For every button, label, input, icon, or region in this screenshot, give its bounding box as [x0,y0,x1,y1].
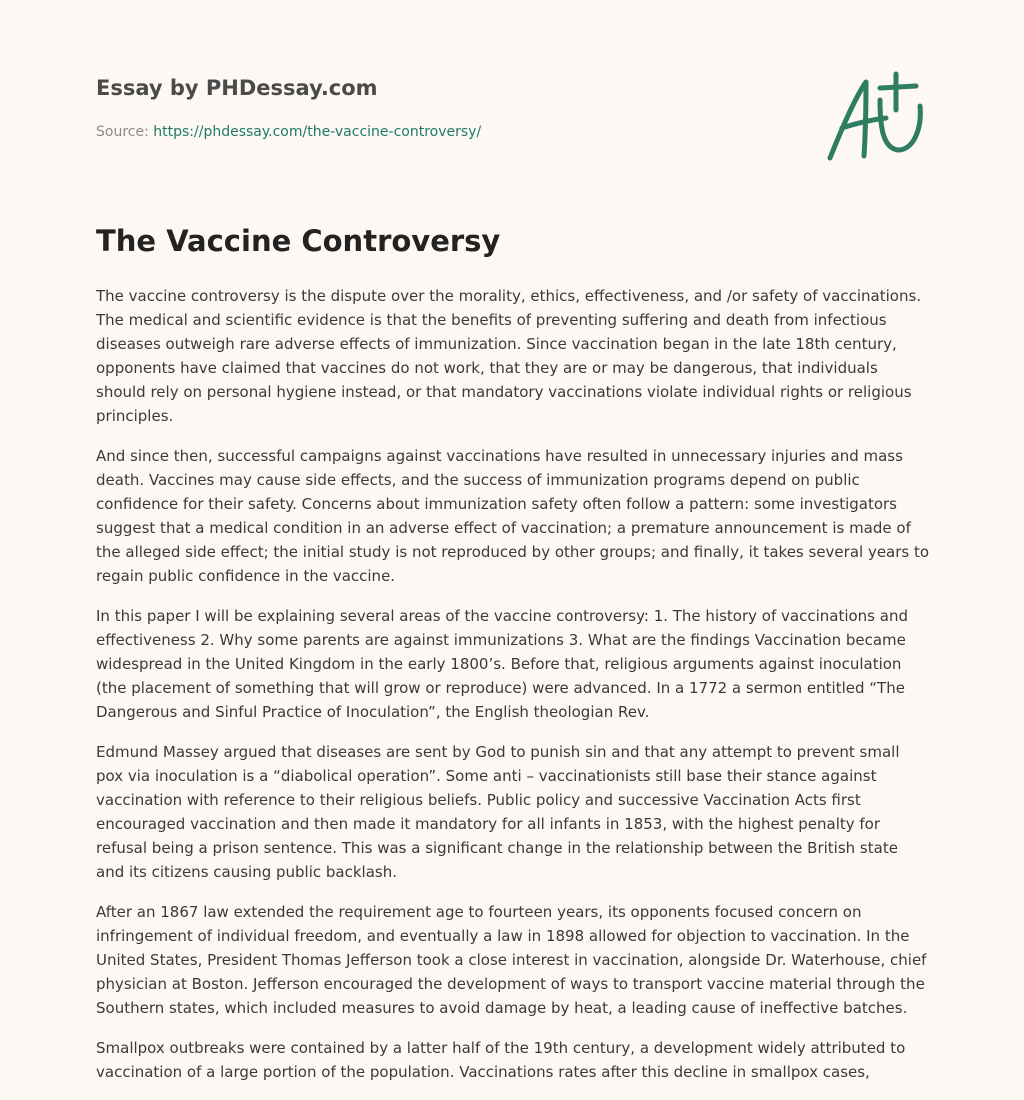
essay-title: The Vaccine Controversy [96,224,501,258]
source-link[interactable]: https://phdessay.com/the-vaccine-controversy/ [153,124,482,140]
essay-paragraph: The vaccine controversy is the dispute over the morality, ethics, effectiveness, and /or safety of vaccinations. The medical and scientific evidence is that the benefits of preventing suffering and death from infectious diseases outweigh rare adverse effects of immunization. Since vaccination began in the late 18th century, opponents have claimed that vaccines do not work, that they are or may be dangerous, that individuals should rely on personal hygiene instead, or that mandatory vaccinations violate individual rights or religious principles. [96,287,922,425]
essay-paragraph: Edmund Massey argued that diseases are sent by God to punish sin and that any attempt to prevent small pox via inoculation is a “diabolical operation”. Some anti – vaccinationists still base their stance against vaccination with reference to their religious beliefs. Public policy and successive Vaccination Acts first encouraged vaccination and then made it mandatory for all infants in 1853, with the highest penalty for refusal being a prison sentence. This was a significant change in the relationship between the British state and its citizens causing public backlash. [96,743,900,881]
essay-body [96,284,930,1100]
essay-paragraph: In this paper I will be explaining several areas of the vaccine controversy: 1. The history of vaccinations and effectiveness 2. Why some parents are against immunizations 3. What are the findings Vaccination became widespread in the United Kingdom in the early 1800’s. Before that, religious arguments against inoculation (the placement of something that will grow or reproduce) were advanced. In a 1772 a sermon entitled “The Dangerous and Sinful Practice of Inoculation”, the English theologian Rev. [96,607,908,721]
essay-paragraph: After an 1867 law extended the requirement age to fourteen years, its opponents focused concern on infringement of individual freedom, and eventually a law in 1898 allowed for objection to vaccination. In the United States, President Thomas Jefferson took a close interest in vaccination, alongside Dr. Waterhouse, chief physician at Boston. Jefferson encouraged the development of ways to transport vaccine material through the Southern states, which included measures to avoid damage by heat, a leading cause of ineffective batches. [96,903,927,1017]
a-plus-logo [820,66,930,166]
source-line [96,124,481,140]
site-title: Essay by PHDessay.com [96,76,378,100]
source-label: Source: [96,124,149,140]
essay-paragraph: Smallpox outbreaks were contained by a latter half of the 19th century, a development widely attributed to vaccination of a large portion of the population. Vaccinations rates after this decline in smallpox cases, [96,1039,906,1081]
essay-paragraph: And since then, successful campaigns against vaccinations have resulted in unnecessary injuries and mass death. Vaccines may cause side effects, and the success of immunization programs depend on public confidence for their safety. Concerns about immunization safety often follow a pattern: some investigators suggest that a medical condition in an adverse effect of vaccination; a premature announcement is made of the alleged side effect; the initial study is not reproduced by other groups; and finally, it takes several years to regain public confidence in the vaccine. [96,447,930,585]
